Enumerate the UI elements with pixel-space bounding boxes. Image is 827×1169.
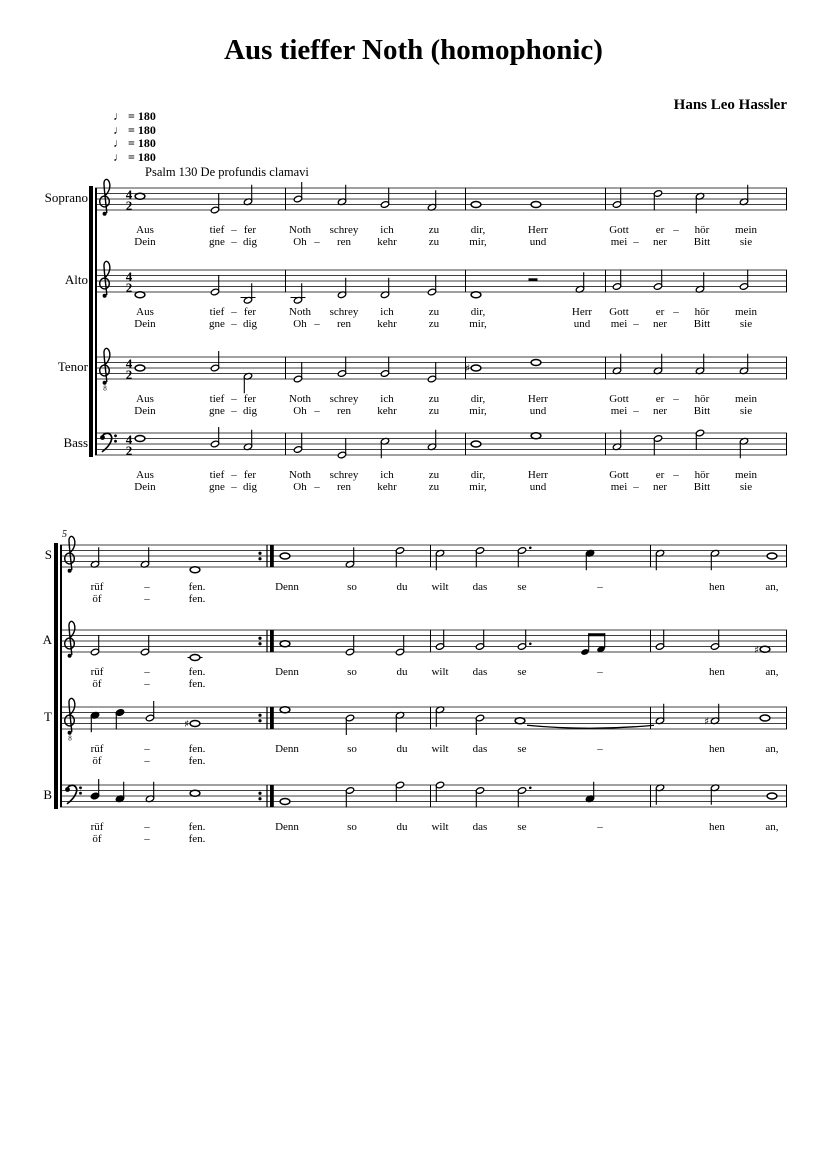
clef-stroke bbox=[114, 440, 117, 443]
lyric-syllable: an, bbox=[765, 581, 779, 593]
whole-note bbox=[135, 292, 145, 298]
lyric-syllable: zu bbox=[428, 393, 440, 405]
lyric-syllable: kehr bbox=[377, 481, 397, 493]
lyric-syllable: Herr bbox=[527, 393, 549, 405]
whole-note bbox=[471, 202, 481, 208]
lyric-syllable: – bbox=[231, 405, 237, 417]
clef-stroke bbox=[103, 294, 107, 298]
lyric-syllable: – bbox=[633, 236, 639, 248]
repeat-barline bbox=[270, 707, 274, 729]
sharp-accidental: ♯ bbox=[754, 644, 760, 656]
repeat-dot bbox=[258, 714, 261, 717]
clef-stroke: 8 bbox=[68, 734, 72, 743]
subtitle: Psalm 130 De profundis clamavi bbox=[145, 165, 309, 179]
repeat-dot bbox=[258, 642, 261, 645]
lyric-syllable: Herr bbox=[527, 224, 549, 236]
lyric-syllable: gne bbox=[209, 318, 225, 330]
lyric-syllable: zu bbox=[428, 306, 440, 318]
whole-note bbox=[471, 365, 481, 371]
time-signature: 4 bbox=[125, 186, 133, 202]
lyric-syllable: mei bbox=[610, 318, 628, 330]
lyrics-verse-2 bbox=[95, 481, 787, 494]
lyric-syllable: – bbox=[597, 666, 603, 678]
lyric-syllable: mei bbox=[610, 481, 628, 493]
lyric-syllable: und bbox=[573, 318, 591, 330]
lyric-syllable: tief bbox=[209, 306, 225, 318]
composer-credit: Hans Leo Hassler bbox=[673, 97, 787, 113]
lyric-syllable: gne bbox=[209, 481, 225, 493]
treble-clef-icon bbox=[100, 348, 110, 392]
lyric-syllable: hen bbox=[709, 743, 725, 755]
lyric-syllable: gne bbox=[209, 236, 225, 248]
lyric-syllable: fen. bbox=[188, 666, 206, 678]
lyric-syllable: zu bbox=[428, 224, 440, 236]
lyric-syllable: ich bbox=[380, 224, 394, 236]
lyric-syllable: kehr bbox=[377, 318, 397, 330]
lyric-syllable: mein bbox=[735, 306, 757, 318]
lyric-syllable: Herr bbox=[571, 306, 593, 318]
lyric-syllable: – bbox=[144, 678, 150, 690]
lyric-syllable: ich bbox=[380, 306, 394, 318]
half-rest bbox=[529, 278, 538, 281]
lyric-syllable: rüf bbox=[90, 581, 104, 593]
repeat-barline bbox=[270, 630, 274, 652]
lyric-syllable: Aus bbox=[136, 469, 154, 481]
lyric-syllable: – bbox=[231, 236, 237, 248]
lyric-syllable: dir, bbox=[470, 393, 486, 405]
lyric-syllable: fen. bbox=[188, 833, 206, 845]
lyric-syllable: mir, bbox=[469, 405, 487, 417]
lyric-syllable: fen. bbox=[188, 821, 206, 833]
augmentation-dot bbox=[529, 546, 532, 549]
bass-clef-icon bbox=[100, 433, 117, 451]
lyric-syllable: fen. bbox=[188, 581, 206, 593]
time-signature: 2 bbox=[125, 197, 133, 213]
lyric-syllable: Noth bbox=[289, 306, 311, 318]
lyric-syllable: mir, bbox=[469, 236, 487, 248]
sharp-accidental: ♯ bbox=[184, 719, 190, 731]
lyric-syllable: – bbox=[144, 581, 150, 593]
lyric-syllable: hör bbox=[694, 224, 710, 236]
lyric-syllable: ich bbox=[380, 393, 394, 405]
lyric-syllable: – bbox=[314, 318, 320, 330]
lyric-syllable: öf bbox=[92, 593, 102, 605]
lyric-syllable: – bbox=[144, 593, 150, 605]
lyric-syllable: Gott bbox=[609, 306, 629, 318]
lyric-syllable: ren bbox=[336, 236, 352, 248]
staff-label: Alto bbox=[64, 272, 88, 287]
lyric-syllable: fer bbox=[243, 469, 257, 481]
lyric-syllable: tief bbox=[209, 393, 225, 405]
lyric-syllable: – bbox=[144, 743, 150, 755]
tempo-mark: ♩ = 180 bbox=[113, 109, 156, 123]
repeat-dot bbox=[258, 792, 261, 795]
lyric-syllable: – bbox=[597, 743, 603, 755]
whole-note bbox=[135, 365, 145, 371]
lyric-syllable: Denn bbox=[275, 743, 299, 755]
repeat-dot bbox=[258, 557, 261, 560]
lyrics-verse-2 bbox=[60, 833, 787, 846]
lyric-syllable: – bbox=[314, 481, 320, 493]
tempo-mark: ♩ = 180 bbox=[113, 136, 156, 150]
lyric-syllable: – bbox=[633, 481, 639, 493]
lyric-syllable: Gott bbox=[609, 224, 629, 236]
lyric-syllable: fen. bbox=[188, 743, 206, 755]
lyric-syllable: rüf bbox=[90, 743, 104, 755]
lyric-syllable: – bbox=[231, 481, 237, 493]
lyric-syllable: se bbox=[517, 666, 527, 678]
lyric-syllable: dig bbox=[242, 236, 258, 248]
lyric-syllable: hör bbox=[694, 393, 710, 405]
lyric-syllable: – bbox=[231, 393, 237, 405]
tempo-mark: ♩ = 180 bbox=[113, 122, 156, 137]
lyric-syllable: – bbox=[314, 405, 320, 417]
lyric-syllable: an, bbox=[765, 821, 779, 833]
lyric-syllable: mei bbox=[610, 405, 628, 417]
lyric-syllable: und bbox=[529, 405, 547, 417]
lyrics-verse-2 bbox=[60, 593, 787, 606]
lyric-syllable: ren bbox=[336, 481, 352, 493]
page-title: Aus tieffer Noth (homophonic) bbox=[224, 34, 603, 66]
whole-note bbox=[531, 202, 541, 208]
clef-stroke bbox=[114, 434, 117, 437]
lyric-syllable: er bbox=[655, 306, 665, 318]
lyric-syllable: ren bbox=[336, 318, 352, 330]
lyric-syllable: du bbox=[396, 743, 408, 755]
lyric-syllable: rüf bbox=[90, 666, 104, 678]
lyric-syllable: mir, bbox=[469, 481, 487, 493]
staff-label: Bass bbox=[63, 435, 88, 450]
time-signature: 2 bbox=[125, 279, 133, 295]
lyric-syllable: – bbox=[673, 224, 679, 236]
lyric-syllable: so bbox=[347, 581, 357, 593]
lyric-syllable: er bbox=[655, 393, 665, 405]
time-signature: 4 bbox=[125, 268, 133, 284]
lyric-syllable: – bbox=[231, 306, 237, 318]
lyric-syllable: er bbox=[655, 469, 665, 481]
lyric-syllable: – bbox=[673, 306, 679, 318]
whole-note bbox=[471, 441, 481, 447]
tie bbox=[527, 725, 654, 728]
lyric-syllable: schrey bbox=[329, 393, 359, 405]
lyric-syllable: fer bbox=[243, 393, 257, 405]
system-bracket bbox=[54, 543, 58, 809]
lyric-syllable: Oh bbox=[293, 318, 307, 330]
lyric-syllable: mir, bbox=[469, 318, 487, 330]
lyric-syllable: du bbox=[396, 666, 408, 678]
lyrics-verse-2 bbox=[95, 236, 787, 249]
lyric-syllable: sie bbox=[739, 236, 753, 248]
lyric-syllable: hen bbox=[709, 666, 725, 678]
lyric-syllable: ner bbox=[652, 236, 668, 248]
lyric-syllable: – bbox=[597, 581, 603, 593]
time-signature: 4 bbox=[125, 355, 133, 371]
lyric-syllable: – bbox=[314, 236, 320, 248]
lyric-syllable: rüf bbox=[90, 821, 104, 833]
lyric-syllable: wilt bbox=[431, 581, 449, 593]
lyric-syllable: kehr bbox=[377, 236, 397, 248]
lyric-syllable: zu bbox=[428, 405, 440, 417]
clef-stroke bbox=[79, 792, 82, 795]
lyric-syllable: – bbox=[597, 821, 603, 833]
repeat-dot bbox=[258, 552, 261, 555]
lyric-syllable: fen. bbox=[188, 755, 206, 767]
lyric-syllable: wilt bbox=[431, 821, 449, 833]
lyric-syllable: so bbox=[347, 743, 357, 755]
lyric-syllable: Oh bbox=[293, 405, 307, 417]
lyric-syllable: schrey bbox=[329, 224, 359, 236]
lyric-syllable: Aus bbox=[136, 393, 154, 405]
lyric-syllable: so bbox=[347, 821, 357, 833]
whole-note bbox=[190, 655, 200, 661]
lyric-syllable: fen. bbox=[188, 678, 206, 690]
repeat-barline bbox=[270, 785, 274, 807]
clef-stroke bbox=[68, 654, 72, 658]
lyric-syllable: sie bbox=[739, 481, 753, 493]
whole-note bbox=[190, 567, 200, 573]
lyric-syllable: hen bbox=[709, 581, 725, 593]
eighth-beam bbox=[588, 633, 605, 636]
whole-note bbox=[760, 646, 770, 652]
lyric-syllable: an, bbox=[765, 743, 779, 755]
lyric-syllable: hör bbox=[694, 469, 710, 481]
lyric-syllable: dig bbox=[242, 405, 258, 417]
lyric-syllable: das bbox=[472, 821, 488, 833]
lyric-syllable: schrey bbox=[329, 469, 359, 481]
lyric-syllable: zu bbox=[428, 481, 440, 493]
lyric-syllable: mein bbox=[735, 469, 757, 481]
lyric-syllable: – bbox=[673, 393, 679, 405]
lyric-syllable: mei bbox=[610, 236, 628, 248]
lyric-syllable: und bbox=[529, 481, 547, 493]
lyric-syllable: kehr bbox=[377, 405, 397, 417]
lyric-syllable: er bbox=[655, 224, 665, 236]
time-signature: 2 bbox=[125, 366, 133, 382]
whole-note bbox=[471, 292, 481, 298]
staff-label: S bbox=[44, 547, 52, 562]
whole-note bbox=[515, 718, 525, 724]
sharp-accidental: ♯ bbox=[465, 363, 471, 375]
lyric-syllable: ner bbox=[652, 318, 668, 330]
clef-stroke: 8 bbox=[103, 384, 107, 393]
lyric-syllable: Herr bbox=[527, 469, 549, 481]
lyric-syllable: Dein bbox=[134, 236, 156, 248]
lyric-syllable: fer bbox=[243, 224, 257, 236]
system-bracket bbox=[89, 186, 93, 457]
lyric-syllable: du bbox=[396, 821, 408, 833]
lyric-syllable: an, bbox=[765, 666, 779, 678]
lyric-syllable: – bbox=[231, 318, 237, 330]
lyric-syllable: – bbox=[144, 833, 150, 845]
bass-clef-icon bbox=[65, 785, 82, 803]
lyric-syllable: gne bbox=[209, 405, 225, 417]
augmentation-dot bbox=[529, 786, 532, 789]
time-signature: 2 bbox=[125, 442, 133, 458]
lyric-syllable: fen. bbox=[188, 593, 206, 605]
lyric-syllable: öf bbox=[92, 755, 102, 767]
lyric-syllable: sie bbox=[739, 318, 753, 330]
repeat-barline bbox=[270, 545, 274, 567]
staff-label: A bbox=[42, 632, 52, 647]
whole-note bbox=[767, 793, 777, 799]
staff-label: B bbox=[43, 787, 52, 802]
whole-note bbox=[280, 707, 290, 713]
lyric-syllable: ner bbox=[652, 405, 668, 417]
clef-stroke bbox=[79, 786, 82, 789]
lyric-syllable: se bbox=[517, 743, 527, 755]
lyric-syllable: – bbox=[633, 318, 639, 330]
repeat-dot bbox=[258, 637, 261, 640]
lyric-syllable: Noth bbox=[289, 393, 311, 405]
lyric-syllable: das bbox=[472, 581, 488, 593]
lyric-syllable: Bitt bbox=[693, 318, 711, 330]
whole-note bbox=[135, 436, 145, 442]
sharp-accidental: ♯ bbox=[704, 716, 710, 728]
treble-clef-icon bbox=[65, 698, 75, 742]
tempo-marks bbox=[113, 110, 156, 164]
lyric-syllable: dir, bbox=[470, 224, 486, 236]
whole-note bbox=[190, 721, 200, 727]
lyric-syllable: das bbox=[472, 666, 488, 678]
lyric-syllable: – bbox=[673, 469, 679, 481]
lyric-syllable: schrey bbox=[329, 306, 359, 318]
lyric-syllable: dir, bbox=[470, 306, 486, 318]
lyric-syllable: – bbox=[231, 224, 237, 236]
whole-note bbox=[135, 193, 145, 199]
lyric-syllable: – bbox=[231, 469, 237, 481]
staff-label: Tenor bbox=[57, 359, 88, 374]
lyric-syllable: Denn bbox=[275, 581, 299, 593]
lyric-syllable: Denn bbox=[275, 666, 299, 678]
lyric-syllable: tief bbox=[209, 224, 225, 236]
lyric-syllable: Dein bbox=[134, 405, 156, 417]
lyric-syllable: Noth bbox=[289, 224, 311, 236]
lyric-syllable: zu bbox=[428, 469, 440, 481]
lyric-syllable: öf bbox=[92, 678, 102, 690]
repeat-dot bbox=[258, 797, 261, 800]
lyrics-verse-2 bbox=[95, 318, 787, 331]
lyric-syllable: – bbox=[633, 405, 639, 417]
repeat-dot bbox=[258, 719, 261, 722]
whole-note bbox=[280, 799, 290, 805]
lyric-syllable: Bitt bbox=[693, 405, 711, 417]
lyric-syllable: fer bbox=[243, 306, 257, 318]
lyric-syllable: wilt bbox=[431, 743, 449, 755]
lyric-syllable: dir, bbox=[470, 469, 486, 481]
clef-stroke bbox=[103, 212, 107, 216]
lyric-syllable: das bbox=[472, 743, 488, 755]
lyric-syllable: wilt bbox=[431, 666, 449, 678]
lyric-syllable: se bbox=[517, 821, 527, 833]
lyric-syllable: sie bbox=[739, 405, 753, 417]
lyric-syllable: Denn bbox=[275, 821, 299, 833]
whole-note bbox=[531, 360, 541, 366]
tempo-mark: ♩ = 180 bbox=[113, 149, 156, 164]
lyric-syllable: und bbox=[529, 236, 547, 248]
whole-note bbox=[280, 553, 290, 559]
lyric-syllable: dig bbox=[242, 318, 258, 330]
lyric-syllable: Oh bbox=[293, 236, 307, 248]
whole-note bbox=[531, 433, 541, 439]
lyric-syllable: du bbox=[396, 581, 408, 593]
whole-note bbox=[280, 641, 290, 647]
measure-number: 5 bbox=[62, 529, 67, 540]
lyric-syllable: zu bbox=[428, 318, 440, 330]
lyric-syllable: – bbox=[144, 666, 150, 678]
lyric-syllable: Aus bbox=[136, 306, 154, 318]
time-signature: 4 bbox=[125, 431, 133, 447]
lyric-syllable: se bbox=[517, 581, 527, 593]
clef-stroke bbox=[68, 569, 72, 573]
lyric-syllable: so bbox=[347, 666, 357, 678]
staff-label: Soprano bbox=[44, 190, 88, 205]
lyric-syllable: Dein bbox=[134, 481, 156, 493]
whole-note bbox=[767, 553, 777, 559]
lyric-syllable: Oh bbox=[293, 481, 307, 493]
lyric-syllable: – bbox=[144, 821, 150, 833]
lyric-syllable: tief bbox=[209, 469, 225, 481]
lyric-syllable: öf bbox=[92, 833, 102, 845]
augmentation-dot bbox=[529, 642, 532, 645]
lyric-syllable: hör bbox=[694, 306, 710, 318]
lyric-syllable: dig bbox=[242, 481, 258, 493]
lyric-syllable: mein bbox=[735, 393, 757, 405]
lyric-syllable: mein bbox=[735, 224, 757, 236]
lyric-syllable: ren bbox=[336, 405, 352, 417]
whole-note bbox=[190, 790, 200, 796]
lyric-syllable: Gott bbox=[609, 469, 629, 481]
lyric-syllable: Gott bbox=[609, 393, 629, 405]
lyric-syllable: Noth bbox=[289, 469, 311, 481]
lyric-syllable: Bitt bbox=[693, 236, 711, 248]
whole-note bbox=[760, 715, 770, 721]
staff-label: T bbox=[44, 709, 52, 724]
lyric-syllable: – bbox=[144, 755, 150, 767]
lyric-syllable: hen bbox=[709, 821, 725, 833]
lyric-syllable: Dein bbox=[134, 318, 156, 330]
lyric-syllable: Bitt bbox=[693, 481, 711, 493]
lyric-syllable: ich bbox=[380, 469, 394, 481]
lyric-syllable: Aus bbox=[136, 224, 154, 236]
lyric-syllable: zu bbox=[428, 236, 440, 248]
lyric-syllable: ner bbox=[652, 481, 668, 493]
